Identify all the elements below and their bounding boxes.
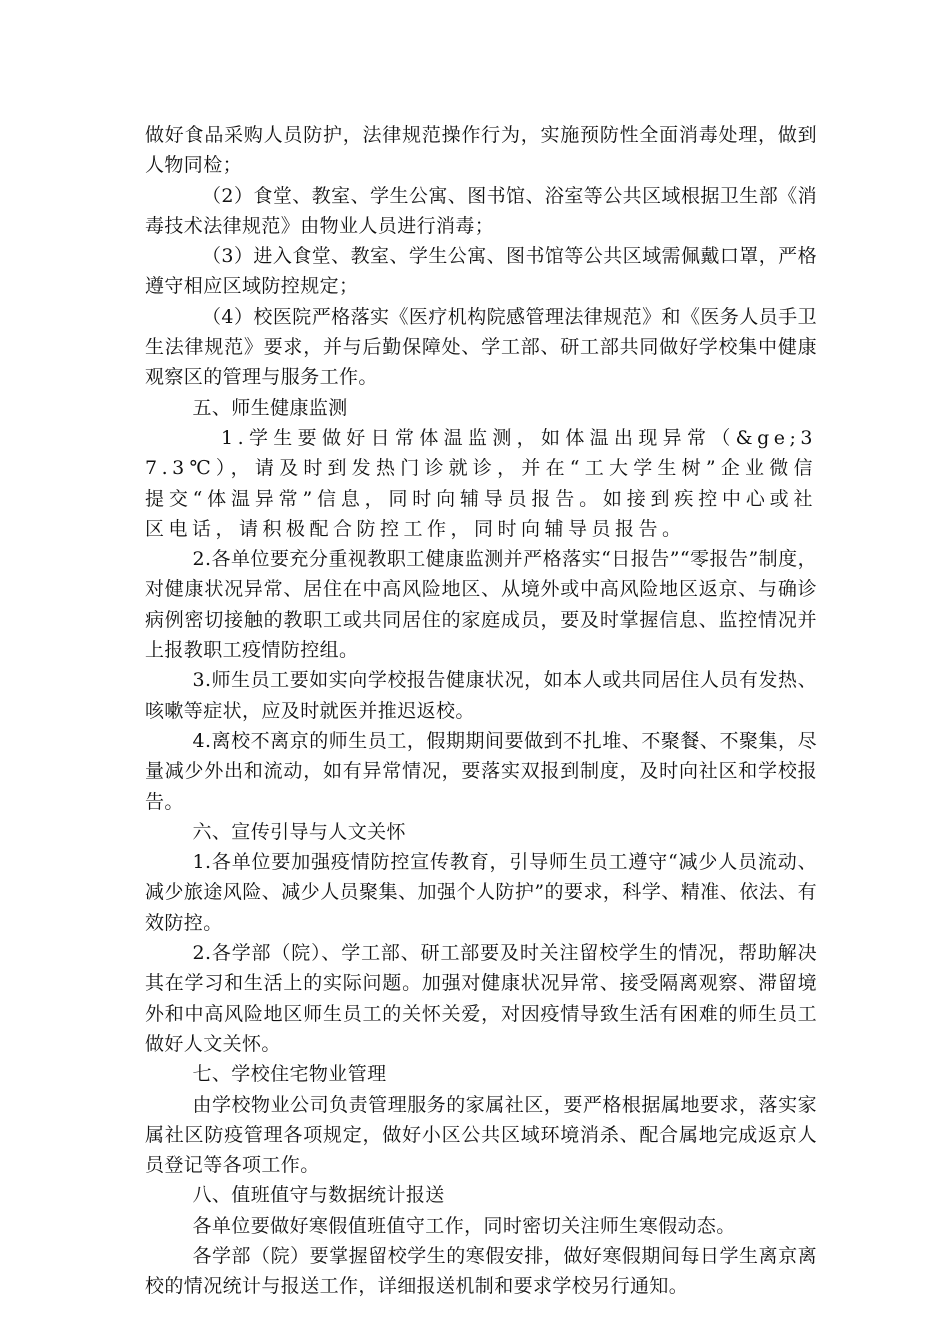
paragraph-staff-health: 2.各单位要充分重视教职工健康监测并严格落实“日报告”“零报告”制度，对健康状况异常、居住在中高风险地区、从境外或中高风险地区返京、与确诊病例密切接触的教职工或共同居住的家庭成员，要及时掌握信息、监控情况并上报教职工疫情防控组。 bbox=[145, 548, 817, 662]
paragraph-temperature: 1.学生要做好日常体温监测，如体温出现异常（&ge;37.3℃），请及时到发热门诊就诊，并在“工大学生树”企业微信提交“体温异常”信息，同时向辅导员报告。如接到疾控中心或社区电话，请积极配合防控工作，同时向辅导员报告。 bbox=[145, 426, 817, 540]
paragraph-publicity-education: 1.各单位要加强疫情防控宣传教育，引导师生员工遵守“减少人员流动、减少旅途风险、减少人员聚集、加强个人防护”的要求，科学、精准、依法、有效防控。 bbox=[145, 851, 817, 934]
paragraph-statistics: 各学部（院）要掌握留校学生的寒假安排，做好寒假期间每日学生离京离校的情况统计与报送工作，详细报送机制和要求学校另行通知。 bbox=[145, 1244, 817, 1298]
paragraph-student-care: 2.各学部（院）、学工部、研工部要及时关注留校学生的情况，帮助解决其在学习和生活上的实际问题。加强对健康状况异常、接受隔离观察、滞留境外和中高风险地区师生员工的关怀关爱，对因疫情导致生活有困难的师生员工做好人文关怀。 bbox=[145, 942, 817, 1055]
paragraph-duty-watch: 各单位要做好寒假值班值守工作，同时密切关注师生寒假动态。 bbox=[192, 1214, 736, 1237]
section-heading-publicity: 六、宣传引导与人文关怀 bbox=[192, 820, 406, 843]
section-heading-duty: 八、值班值守与数据统计报送 bbox=[192, 1184, 445, 1207]
section-heading-property: 七、学校住宅物业管理 bbox=[192, 1063, 387, 1086]
document-body bbox=[145, 120, 817, 1302]
paragraph-property-management: 由学校物业公司负责管理服务的家属社区，要严格根据属地要求，落实家属社区防疫管理各项规定，做好小区公共区域环境消杀、配合属地完成返京人员登记等各项工作。 bbox=[145, 1093, 817, 1177]
paragraph-report-status: 3.师生员工要如实向学校报告健康状况，如本人或共同居住人员有发热、咳嗽等症状，应及时就医并推迟返校。 bbox=[145, 669, 817, 722]
paragraph-masks: （3）进入食堂、教室、学生公寓、图书馆等公共区域需佩戴口罩，严格遵守相应区域防控规定； bbox=[145, 245, 817, 298]
paragraph-food-procurement: 做好食品采购人员防护，法律规范操作行为，实施预防性全面消毒处理，做到人物同检； bbox=[145, 124, 817, 177]
paragraph-hospital: （4）校医院严格落实《医疗机构院感管理法律规范》和《医务人员手卫生法律规范》要求，并与后勤保障处、学工部、研工部共同做好学校集中健康观察区的管理与服务工作。 bbox=[145, 305, 817, 389]
section-heading-health-monitoring: 五、师生健康监测 bbox=[192, 396, 348, 419]
paragraph-stay-in-beijing: 4.离校不离京的师生员工，假期期间要做到不扎堆、不聚餐、不聚集，尽量减少外出和流动，如有异常情况，要落实双报到制度，及时向社区和学校报告。 bbox=[145, 729, 817, 813]
paragraph-disinfection: （2）食堂、教室、学生公寓、图书馆、浴室等公共区域根据卫生部《消毒技术法律规范》由物业人员进行消毒； bbox=[145, 184, 817, 237]
